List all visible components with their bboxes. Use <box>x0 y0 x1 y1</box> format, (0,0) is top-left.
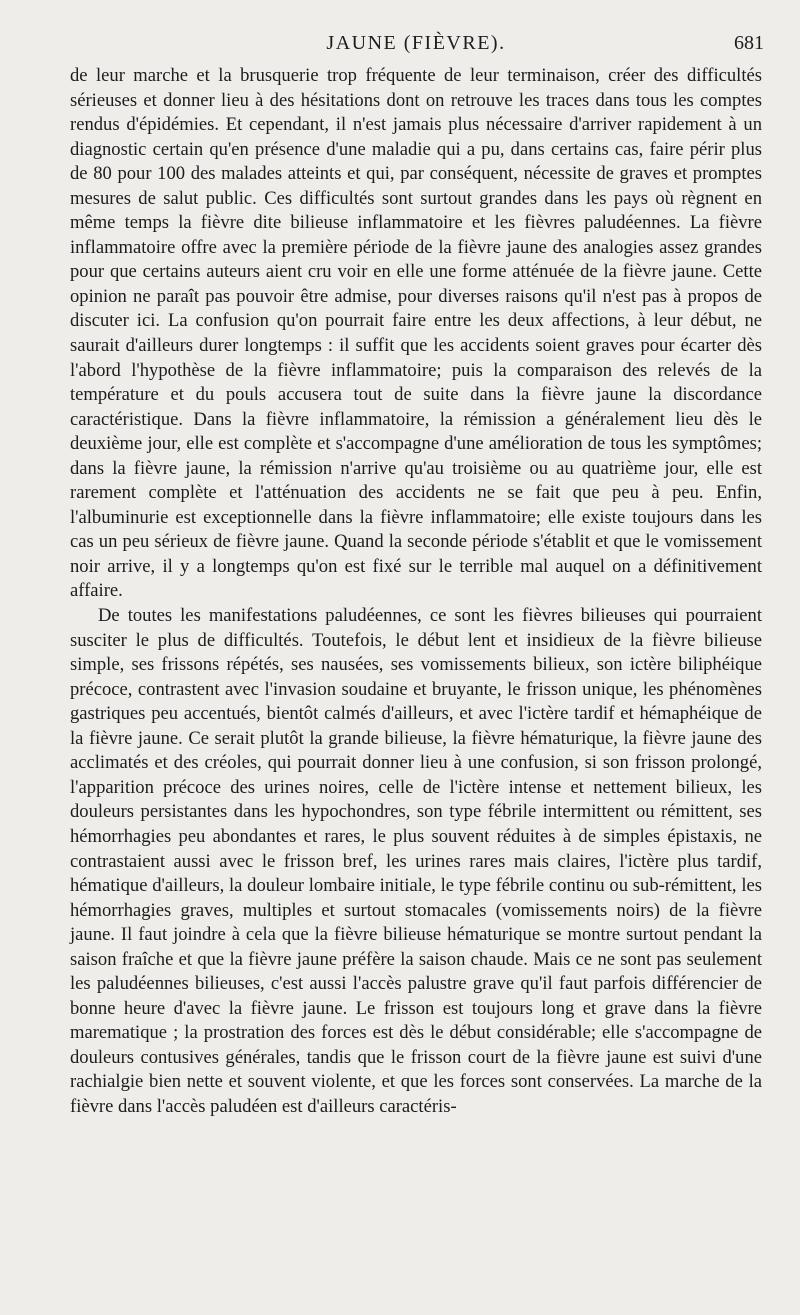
page-header <box>68 28 764 58</box>
paragraph-2: De toutes les manifestations paludéennes, ce sont les fièvres bilieuses qui pourraient susciter le plus de difficultés. Toutefois, le début lent et insidieux de la fièvre bilieuse simple, ses frissons répétés, ses nausées, ses vomissements bilieux, son ictère biliphéique précoce, contrastent avec l'invasion soudaine et bruyante, le frisson unique, les phénomènes gastriques peu accentués, bientôt calmés d'ailleurs, et avec l'ictère tardif et hémaphéique de la fièvre jaune. Ce serait plutôt la grande bilieuse, la fièvre hématurique, la fièvre jaune des acclimatés et des créoles, qui pourrait donner lieu à une confusion, si son frisson prolongé, l'apparition précoce des urines noires, celle de l'ictère intense et nettement bilieux, les douleurs persistantes dans les hypochondres, son type fébrile intermittent ou rémittent, ses hémorrhagies peu abondantes et rares, le plus souvent réduites à de simples épistaxis, ne contrastaient aussi avec le frisson bref, les urines rares mais claires, l'ictère plus tardif, hématique d'ailleurs, la douleur lombaire initiale, le type fébrile continu ou sub-rémittent, les hémorrhagies graves, multiples et surtout stomacales (vomissements noirs) de la fièvre jaune. Il faut joindre à cela que la fièvre bilieuse hématurique se montre surtout pendant la saison fraîche et que la fièvre jaune préfère la saison chaude. Mais ce ne sont pas seulement les paludéennes bilieuses, c'est aussi l'accès palustre grave qu'il faut parfois différencier de bonne heure d'avec la fièvre jaune. Le frisson est toujours long et grave dans la fièvre marematique ; la prostration des forces est dès le début considérable; elle s'accompagne de douleurs contusives générales, tandis que le frisson court de la fièvre jaune est suivi d'une rachialgie bien nette et souvent violente, et que les forces sont conservées. La marche de la fièvre dans l'accès paludéen est d'ailleurs caractéris- <box>70 605 762 1117</box>
page-number: 681 <box>734 32 764 54</box>
running-title: JAUNE (FIÈVRE). <box>326 32 506 54</box>
body-text <box>70 64 762 1120</box>
paragraph-1: de leur marche et la brusquerie trop fréquente de leur terminaison, créer des difficultés sérieuses et donner lieu à des hésitations dont on retrouve les traces dans tous les comptes rendus d'épidémies. Et cependant, il n'est jamais plus nécessaire d'arriver rapidement à un diagnostic certain qu'en présence d'une maladie qui a pu, dans certains cas, faire périr plus de 80 pour 100 des malades atteints et qui, par conséquent, nécessite de graves et promptes mesures de salut public. Ces difficultés sont surtout grandes dans les pays où règnent en même temps la fièvre dite bilieuse inflammatoire et les fièvres paludéennes. La fièvre inflammatoire offre avec la première période de la fièvre jaune des analogies assez grandes pour que certains auteurs aient cru voir en elle une forme atténuée de la fièvre jaune. Cette opinion ne paraît pas pouvoir être admise, pour diverses raisons qu'il n'est pas à propos de discuter ici. La confusion qu'on pourrait faire entre les deux affections, à leur début, ne saurait d'ailleurs durer longtemps : il suffit que les accidents soient graves pour écarter dès l'abord l'hypothèse de la fièvre inflammatoire; puis la comparaison des relevés de la température et du pouls accusera tout de suite dans la fièvre jaune la discordance caractéristique. Dans la fièvre inflammatoire, la rémission a généralement lieu dès le deuxième jour, elle est complète et s'accompagne d'une amélioration de tous les symptômes; dans la fièvre jaune, la rémission n'arrive qu'au troisième ou au quatrième jour, elle est rarement complète et l'atténuation des accidents ne se fait que peu à peu. Enfin, l'albuminurie est exceptionnelle dans la fièvre inflammatoire; elle existe toujours dans les cas un peu sérieux de fièvre jaune. Quand la seconde période s'établit et que le vomissement noir arrive, il y a longtemps qu'on est fixé sur le terrible mal auquel on a définitivement affaire. <box>70 65 762 602</box>
